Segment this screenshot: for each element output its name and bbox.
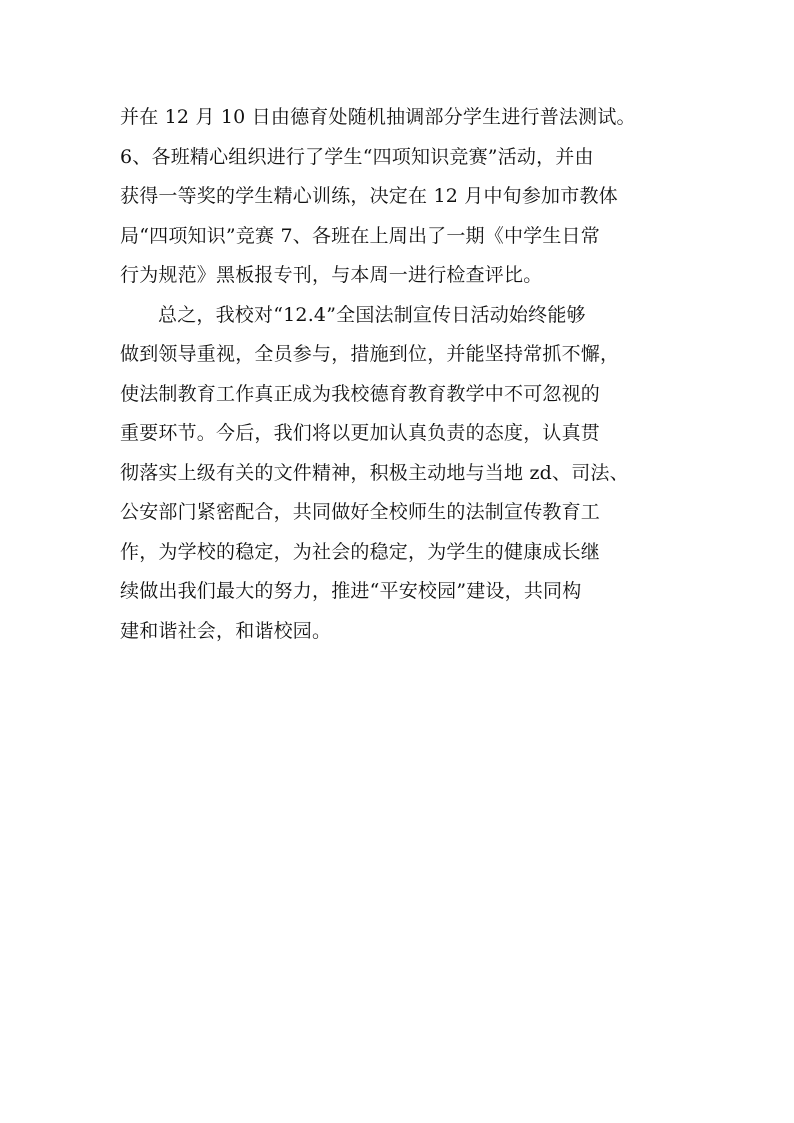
text-line: 6、各班精心组织进行了学生“四项知识竞赛”活动，并由 bbox=[120, 145, 594, 168]
text-line: 公安部门紧密配合，共同做好全校师生的法制宣传教育工 bbox=[120, 501, 601, 523]
text-line: 获得一等奖的学生精心训练，决定在 12 月中旬参加市教体 bbox=[120, 185, 618, 207]
text-line: 彻落实上级有关的文件精神，积极主动地与当地 zd、司法、 bbox=[120, 461, 629, 484]
text-line: 续做出我们最大的努力，推进“平安校园”建设，共同构 bbox=[120, 580, 582, 602]
text-line: 做到领导重视，全员参与，措施到位，并能坚持常抓不懈， bbox=[120, 343, 620, 365]
text-line: 行为规范》黑板报专刊，与本周一进行检查评比。 bbox=[120, 264, 543, 286]
text-line: 作，为学校的稳定，为社会的稳定，为学生的健康成长继 bbox=[120, 540, 601, 563]
text-line: 使法制教育工作真正成为我校德育教育教学中不可忽视的 bbox=[120, 382, 601, 405]
text-line: 局“四项知识”竞赛 7、各班在上周出了一期《中学生日常 bbox=[120, 224, 600, 247]
text-line: 重要环节。今后，我们将以更加认真负责的态度，认真贯 bbox=[120, 422, 601, 444]
text-line: 并在 12 月 10 日由德育处随机抽调部分学生进行普法测试。 bbox=[120, 106, 636, 128]
document-body bbox=[120, 98, 700, 651]
paragraph-first-line: 总之，我校对“12.4”全国法制宣传日活动始终能够 bbox=[158, 303, 586, 326]
text-line: 建和谐社会，和谐校园。 bbox=[120, 619, 332, 642]
